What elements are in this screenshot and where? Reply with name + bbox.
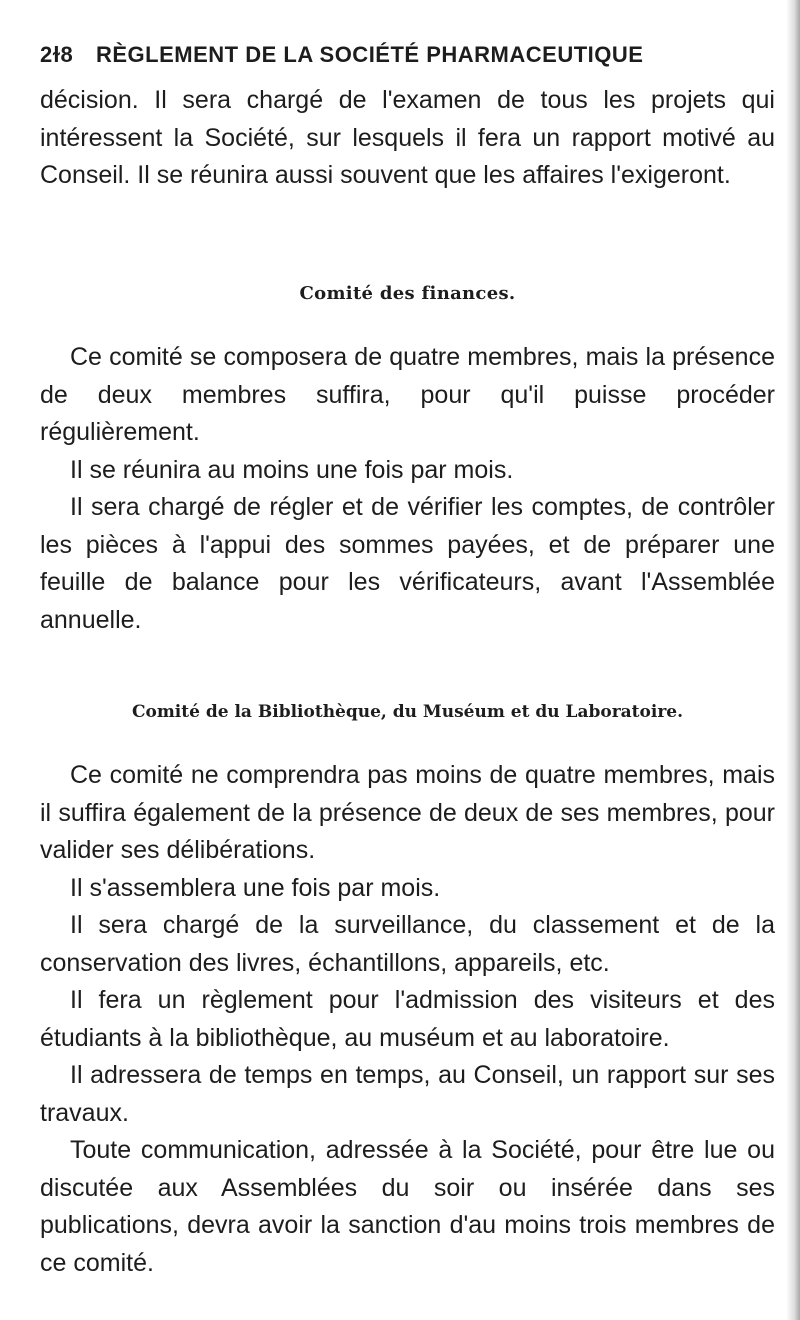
intro-block <box>40 82 775 195</box>
section-heading-finances: Comité des finances. <box>299 283 516 304</box>
paragraph: Il s'assemblera une fois par mois. <box>70 873 441 902</box>
section-finances-body <box>40 339 775 639</box>
intro-paragraph: décision. Il sera chargé de l'examen de tous les projets qui intéressent la Société, sur lesquels il fera un rapport motivé au Conseil. Il se réunira aussi souvent que les affaires l'exigeront. <box>40 86 775 189</box>
paragraph: Il sera chargé de régler et de vérifier les comptes, de contrôler les pièces à l'appui des sommes payées, et de préparer une feuille de balance pour les vérificateurs, avant l'Assemblée annuelle. <box>40 493 775 634</box>
page-number: 2ɫ8 <box>40 42 74 67</box>
paragraph: Ce comité ne comprendra pas moins de quatre membres, mais il suffira également de la présence de deux de ses membres, pour valider ses délibérations. <box>40 761 775 864</box>
paragraph: Il fera un règlement pour l'admission des visiteurs et des étudiants à la bibliothèque, au muséum et au laboratoire. <box>40 986 775 1052</box>
section-heading-bibliotheque: Comité de la Bibliothèque, du Muséum et du Laboratoire. <box>131 702 684 722</box>
paragraph: Il se réunira au moins une fois par mois. <box>70 455 514 484</box>
running-title: RÈGLEMENT DE LA SOCIÉTÉ PHARMACEUTIQUE <box>96 42 644 67</box>
paragraph: Il sera chargé de la surveillance, du classement et de la conservation des livres, échantillons, appareils, etc. <box>40 911 775 977</box>
paragraph: Ce comité se composera de quatre membres, mais la présence de deux membres suffira, pour qu'il puisse procéder régulièrement. <box>40 343 775 446</box>
page-edge-shadow <box>786 0 800 1320</box>
section-bibliotheque-body <box>40 757 775 1282</box>
paragraph: Il adressera de temps en temps, au Conseil, un rapport sur ses travaux. <box>40 1061 775 1127</box>
running-header <box>40 42 740 68</box>
paragraph: Toute communication, adressée à la Société, pour être lue ou discutée aux Assemblées du soir ou insérée dans ses publications, devra avoir la sanction d'au moins trois membres de ce comité. <box>40 1136 775 1277</box>
